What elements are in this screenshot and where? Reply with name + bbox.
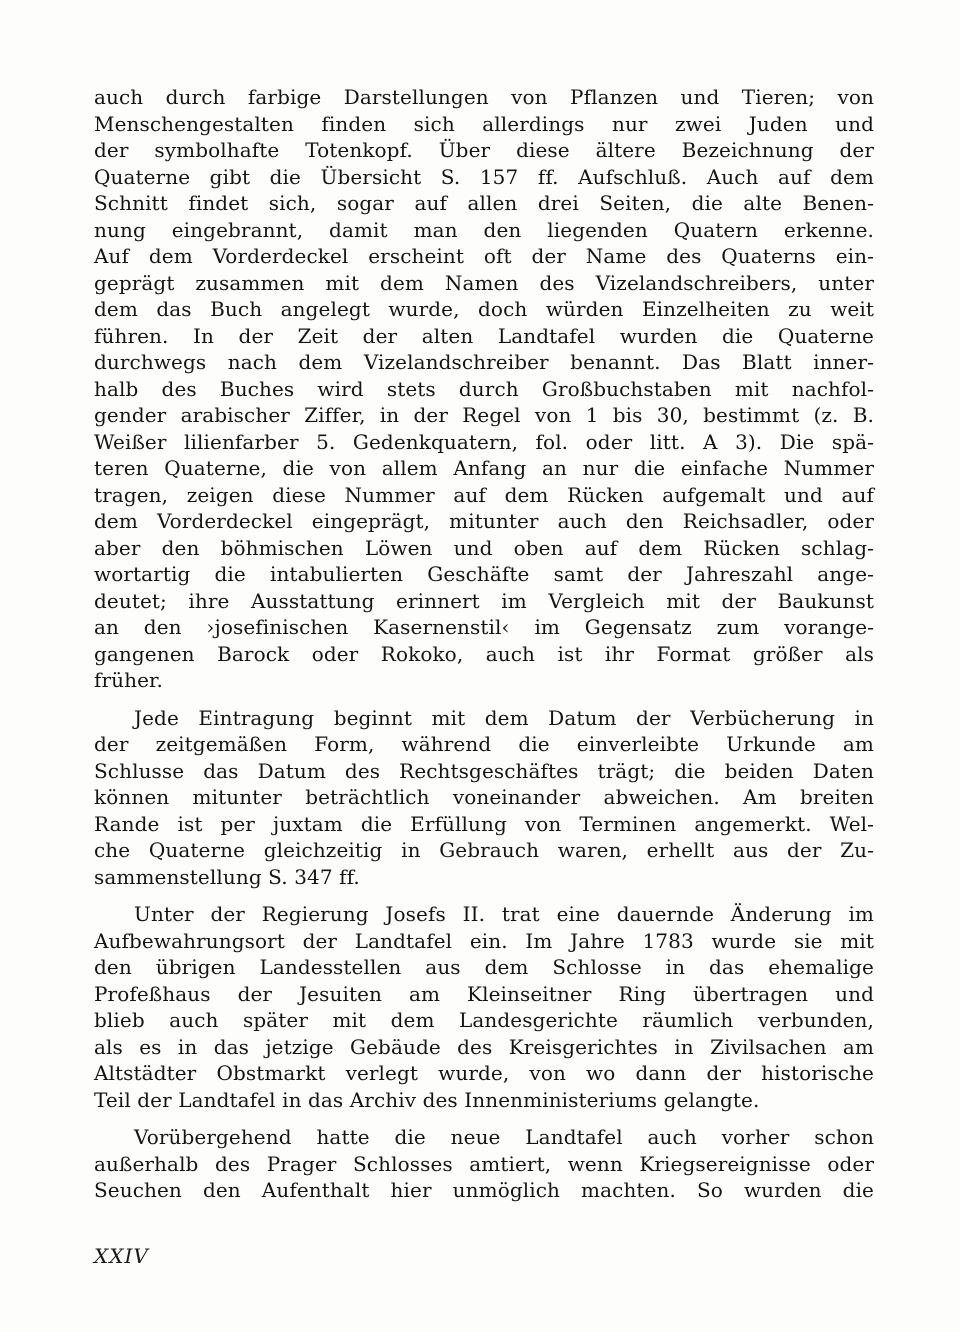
- text-line: teren Quaterne, die von allem Anfang an nur die einfache Nummer: [94, 456, 874, 480]
- text-line: dem Vorderdeckel eingeprägt, mitunter auch den Reichsadler, oder: [94, 509, 874, 533]
- text-line: den übrigen Landesstellen aus dem Schlosse in das ehemalige: [94, 955, 874, 979]
- text-line: als es in das jetzige Gebäude des Kreisgerichtes in Zivilsachen am: [94, 1034, 874, 1059]
- text-line: che Quaterne gleichzeitig in Gebrauch waren, erhellt aus der Zu-: [94, 838, 874, 862]
- text-line: durchwegs nach dem Vizelandschreiber benannt. Das Blatt inner-: [94, 350, 874, 374]
- text-line: Menschengestalten finden sich allerdings nur zwei Juden und: [94, 111, 874, 136]
- text-line: früher.: [94, 668, 163, 692]
- text-line: gender arabischer Ziffer, in der Regel von 1 bis 30, bestimmt (z. B.: [94, 403, 874, 427]
- text-line: Altstädter Obstmarkt verlegt wurde, von wo dann der historische: [94, 1061, 874, 1085]
- text-line: an den ›josefinischen Kasernenstil‹ im Gegensatz zum vorange-: [94, 615, 874, 639]
- text-block: [94, 84, 874, 1204]
- text-line: halb des Buches wird stets durch Großbuchstaben mit nachfol-: [94, 376, 874, 401]
- text-line: Jede Eintragung beginnt mit dem Datum der Verbücherung in: [134, 705, 874, 730]
- text-line: tragen, zeigen diese Nummer auf dem Rücken aufgemalt und auf: [94, 482, 874, 507]
- paragraph: [94, 84, 874, 694]
- text-line: geprägt zusammen mit dem Namen des Vizelandschreibers, unter: [94, 270, 874, 295]
- text-line: Teil der Landtafel in das Archiv des Innenministeriums gelangte.: [94, 1087, 760, 1112]
- text-line: dem das Buch angelegt wurde, doch würden Einzelheiten zu weit: [94, 297, 874, 321]
- paragraph: [94, 705, 874, 891]
- text-line: Schlusse das Datum des Rechtsgeschäftes trägt; die beiden Daten: [94, 758, 874, 783]
- text-line: auch durch farbige Darstellungen von Pflanzen und Tieren; von: [94, 85, 874, 109]
- text-line: Weißer lilienfarber 5. Gedenkquatern, fol. oder litt. A 3). Die spä-: [94, 429, 874, 454]
- text-line: der zeitgemäßen Form, während die einverleibte Urkunde am: [94, 732, 874, 756]
- paragraph: [94, 901, 874, 1113]
- text-line: wortartig die intabulierten Geschäfte samt der Jahreszahl ange-: [94, 562, 874, 586]
- text-line: Vorübergehend hatte die neue Landtafel auch vorher schon: [134, 1125, 874, 1149]
- text-line: Auf dem Vorderdeckel erscheint oft der Name des Quaterns ein-: [94, 244, 874, 268]
- text-line: führen. In der Zeit der alten Landtafel wurden die Quaterne: [94, 323, 874, 348]
- text-line: Quaterne gibt die Übersicht S. 157 ff. Aufschluß. Auch auf dem: [94, 164, 874, 189]
- text-line: Profeßhaus der Jesuiten am Kleinseitner Ring übertragen und: [94, 981, 874, 1006]
- text-line: der symbolhafte Totenkopf. Über diese ältere Bezeichnung der: [94, 138, 874, 162]
- text-line: Rande ist per juxtam die Erfüllung von Terminen angemerkt. Wel-: [94, 811, 874, 836]
- text-line: Schnitt findet sich, sogar auf allen drei Seiten, die alte Benen-: [94, 191, 874, 215]
- text-line: Unter der Regierung Josefs II. trat eine dauernde Änderung im: [134, 902, 874, 926]
- text-line: können mitunter beträchtlich voneinander abweichen. Am breiten: [94, 785, 874, 809]
- text-line: blieb auch später mit dem Landesgerichte räumlich verbunden,: [94, 1008, 874, 1032]
- text-line: Aufbewahrungsort der Landtafel ein. Im Jahre 1783 wurde sie mit: [94, 928, 874, 953]
- text-line: nung eingebrannt, damit man den liegenden Quatern erkenne.: [94, 217, 874, 242]
- text-line: außerhalb des Prager Schlosses amtiert, wenn Kriegsereignisse oder: [94, 1151, 874, 1176]
- text-line: deutet; ihre Ausstattung erinnert im Vergleich mit der Baukunst: [94, 588, 874, 613]
- text-line: aber den böhmischen Löwen und oben auf dem Rücken schlag-: [94, 535, 874, 560]
- page-number: XXIV: [94, 1243, 149, 1268]
- text-line: gangenen Barock oder Rokoko, auch ist ihr Format größer als: [94, 641, 874, 666]
- text-line: Seuchen den Aufenthalt hier unmöglich machten. So wurden die: [94, 1178, 874, 1202]
- text-line: sammenstellung S. 347 ff.: [94, 864, 360, 889]
- paragraph: [94, 1124, 874, 1204]
